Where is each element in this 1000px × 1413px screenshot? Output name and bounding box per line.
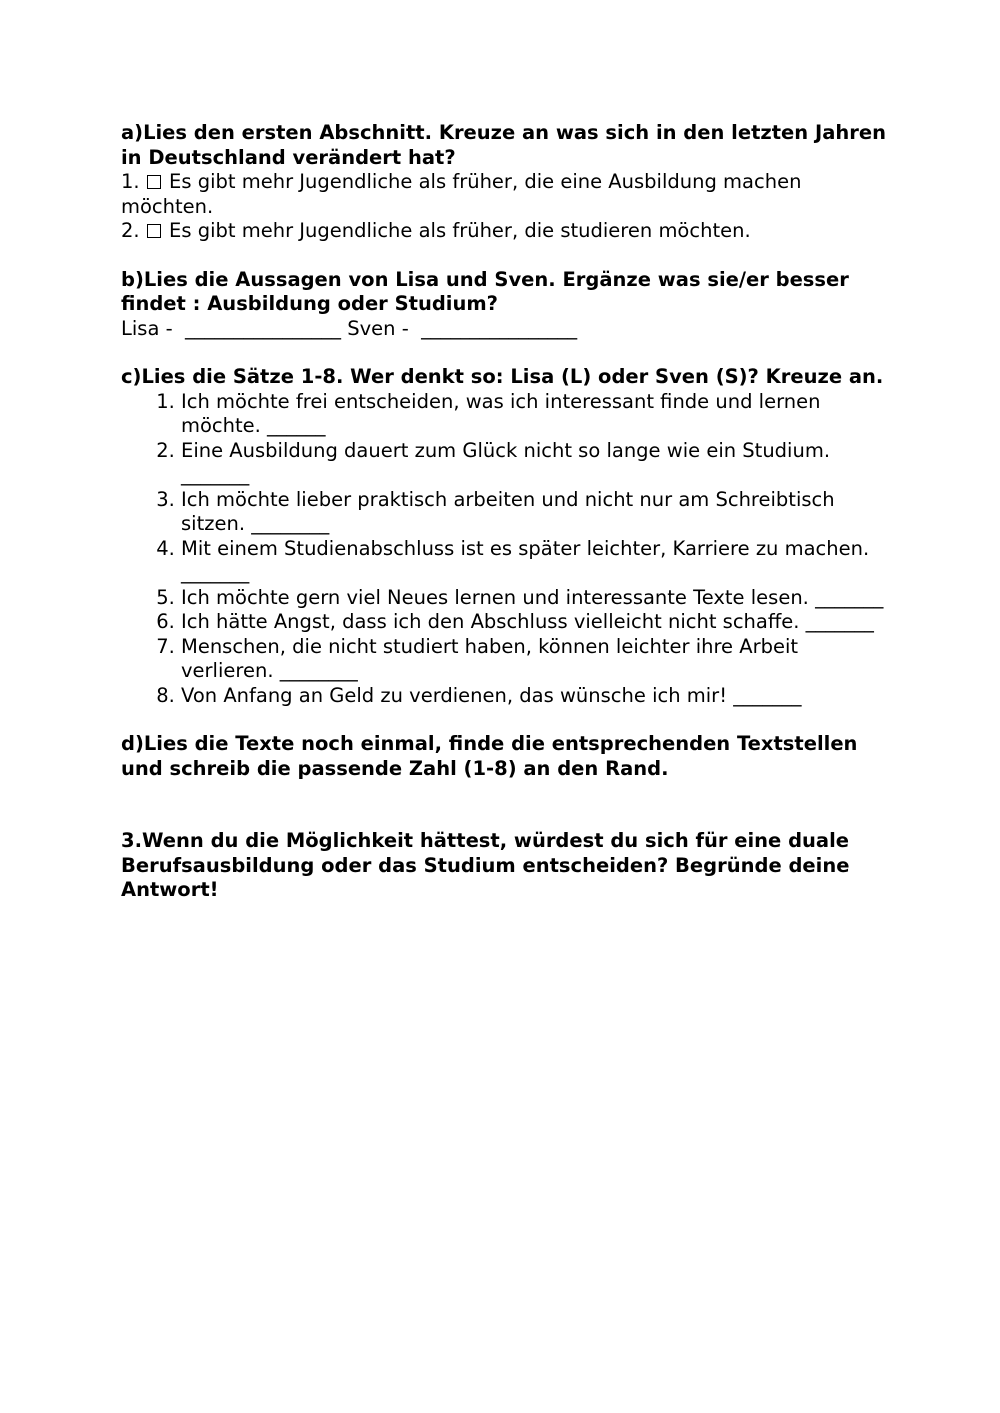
option-text: Es gibt mehr Jugendliche als früher, die studieren möchten. — [169, 219, 751, 242]
checkbox[interactable] — [147, 175, 161, 189]
statement-item[interactable]: 6. Ich hätte Angst, dass ich den Abschluss vielleicht nicht schaffe. _______ — [181, 610, 891, 635]
option-number: 1. — [121, 170, 140, 193]
checkbox[interactable] — [147, 224, 161, 238]
statement-item[interactable]: 7. Menschen, die nicht studiert haben, können leichter ihre Arbeit verlieren. ________ — [181, 635, 891, 684]
statement-item[interactable]: 2. Eine Ausbildung dauert zum Glück nicht so lange wie ein Studium. _______ — [181, 439, 891, 488]
option-number: 2. — [121, 219, 140, 242]
statement-item[interactable]: 1. Ich möchte frei entscheiden, was ich interessant finde und lernen möchte. ______ — [181, 390, 891, 439]
statement-item[interactable]: 4. Mit einem Studienabschluss ist es später leichter, Karriere zu machen. _______ — [181, 537, 891, 586]
section-b-heading: b)Lies die Aussagen von Lisa und Sven. Ergänze was sie/er besser findet : Ausbildung oder Studium? — [121, 267, 849, 315]
option-text: Es gibt mehr Jugendliche als früher, die eine Ausbildung machen möchten. — [121, 170, 808, 218]
section-a-heading: a)Lies den ersten Abschnitt. Kreuze an was sich in den letzten Jahren in Deutschland verändert hat? — [121, 121, 886, 169]
statement-list — [121, 390, 891, 709]
section-c-heading: c)Lies die Sätze 1-8. Wer denkt so: Lisa (L) oder Sven (S)? Kreuze an. — [121, 365, 884, 388]
section-a-option-2 — [121, 219, 891, 244]
section-3-heading: 3.Wenn du die Möglichkeit hättest, würdest du sich für eine duale Berufsausbildung oder das Studium entscheiden? Begründe deine Antwort! — [121, 829, 850, 901]
statement-item[interactable]: 8. Von Anfang an Geld zu verdienen, das wünsche ich mir! _______ — [181, 684, 891, 709]
section-d-heading: d)Lies die Texte noch einmal, finde die entsprechenden Textstellen und schreib die passende Zahl (1-8) an den Rand. — [121, 732, 858, 780]
statement-item[interactable]: 5. Ich möchte gern viel Neues lernen und interessante Texte lesen. _______ — [181, 586, 891, 611]
statement-item[interactable]: 3. Ich möchte lieber praktisch arbeiten und nicht nur am Schreibtisch sitzen. ________ — [181, 488, 891, 537]
section-a-option-1 — [121, 170, 891, 219]
worksheet — [121, 121, 891, 903]
section-b-answer-line[interactable]: Lisa - ________________ Sven - ________________ — [121, 316, 578, 340]
